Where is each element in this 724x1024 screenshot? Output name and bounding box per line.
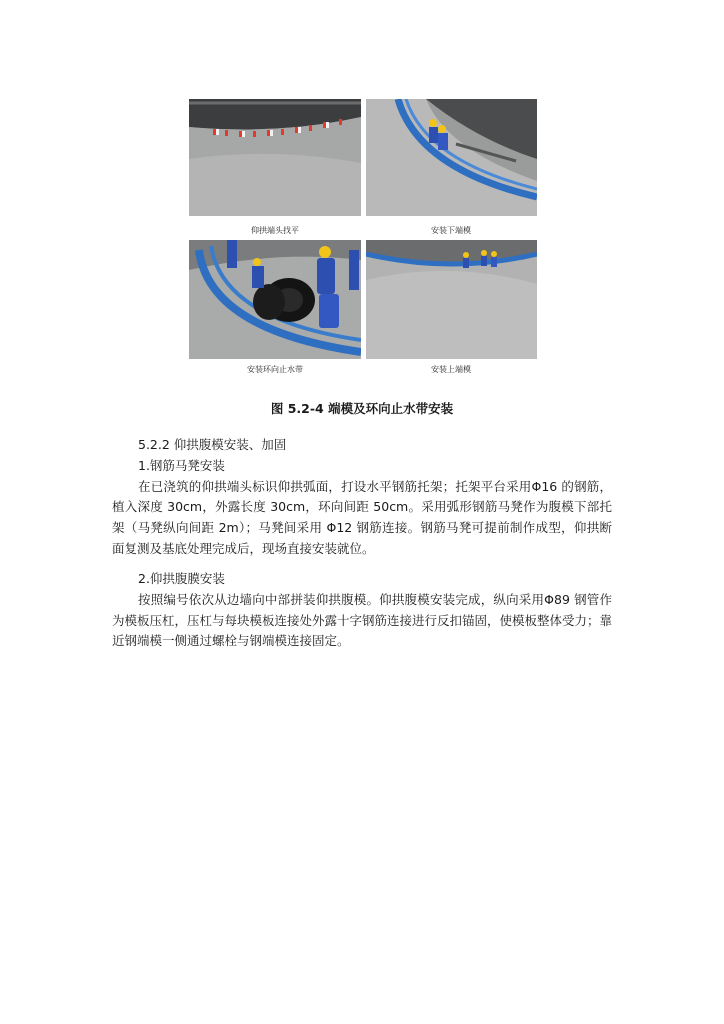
paragraph: 在已浇筑的仰拱端头标识仰拱弧面，打设水平钢筋托架；托架平台采用Φ16 的钢筋，植入深度 30cm，外露长度 30cm，环向间距 50cm。采用弧形钢筋马凳作为腹模下部托架（马凳纵向间距 2m）；马凳间采用 Φ12 钢筋连接。钢筋马凳可提前制作成型，仰拱断面复测及基底处理完成后，现场直接安装就位。 bbox=[112, 478, 612, 556]
photo-install-waterstop bbox=[189, 240, 361, 359]
photo-install-upper-end-form bbox=[366, 240, 537, 359]
photo-install-lower-end-form bbox=[366, 99, 537, 216]
figure-title: 图 5.2-4 端模及环向止水带安装 bbox=[270, 401, 454, 416]
subsection-heading: 2.仰拱腹膜安装 bbox=[138, 571, 225, 586]
photo-caption: 安装上端模 bbox=[431, 365, 471, 374]
photo-invert-end-leveling bbox=[189, 99, 361, 216]
photo-caption: 安装环向止水带 bbox=[247, 365, 303, 374]
section-block-1 bbox=[112, 435, 612, 560]
section-block-2 bbox=[112, 569, 612, 652]
section-heading: 5.2.2 仰拱腹模安装、加固 bbox=[138, 437, 287, 452]
subsection-heading: 1.钢筋马凳安装 bbox=[138, 457, 225, 473]
photo-caption: 安装下端模 bbox=[431, 226, 471, 235]
paragraph: 按照编号依次从边墙向中部拼装仰拱腹模。仰拱腹模安装完成，纵向采用Φ89 钢管作为模板压杠，压杠与每块模板连接处外露十字钢筋连接进行反扣锚固，使模板整体受力；靠近钢端模一侧通过螺栓与钢端模连接固定。 bbox=[112, 591, 613, 649]
photo-caption: 仰拱端头找平 bbox=[251, 226, 299, 235]
